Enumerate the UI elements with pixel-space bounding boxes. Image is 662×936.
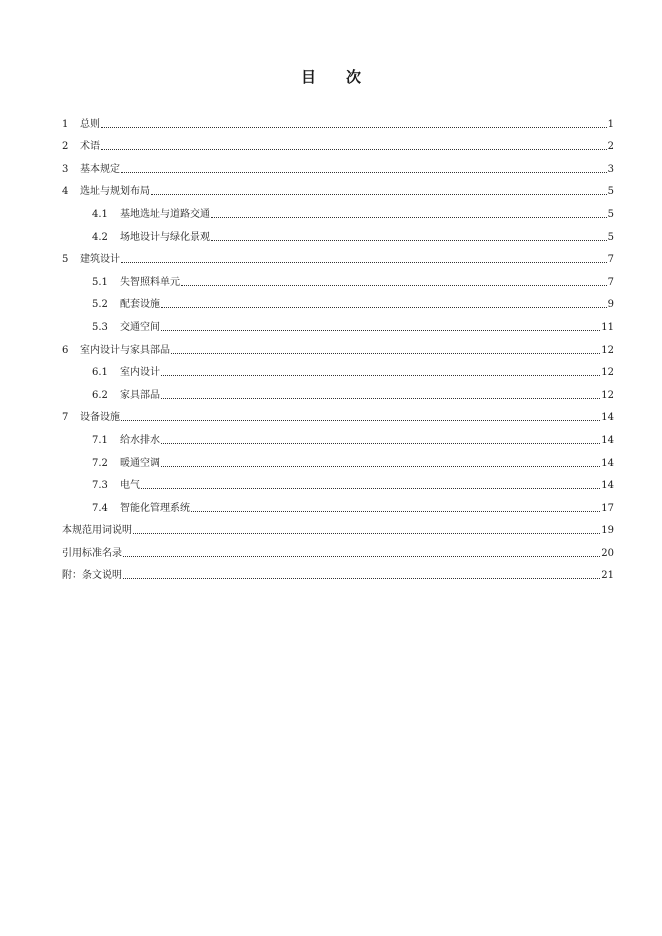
toc-entry-number: 7.3 <box>92 480 108 492</box>
toc-entry-title: 附：条文说明 <box>62 570 122 582</box>
toc-entry-page-number: 5 <box>607 208 614 220</box>
page-title <box>0 66 662 87</box>
toc-entry-number: 3 <box>62 163 69 175</box>
toc-entry-number: 4.1 <box>92 208 108 220</box>
toc-entry-number: 7.2 <box>92 457 108 469</box>
toc-entry-title: 电气 <box>120 480 140 492</box>
toc-entry-title: 术语 <box>80 141 100 153</box>
toc-entry[interactable] <box>62 221 614 244</box>
toc-entry-page-number: 14 <box>601 480 614 492</box>
toc-entry-number: 4 <box>62 186 69 198</box>
toc-entry-page-number: 2 <box>607 141 614 153</box>
toc-entry-title: 选址与规划布局 <box>80 186 150 198</box>
title-part-1: 目 <box>300 68 316 86</box>
toc-dot-leader <box>161 465 600 467</box>
toc-entry[interactable] <box>62 402 614 425</box>
toc-dot-leader <box>123 555 600 557</box>
toc-entry[interactable] <box>62 311 614 334</box>
toc-dot-leader <box>121 261 607 263</box>
toc-entry-title: 基地选址与道路交通 <box>120 208 210 220</box>
toc-entry-page-number: 12 <box>601 367 614 379</box>
toc-entry[interactable] <box>62 334 614 357</box>
toc-entry[interactable] <box>62 492 614 515</box>
toc-entry-title: 交通空间 <box>120 321 160 333</box>
toc-dot-leader <box>133 532 600 534</box>
toc-entry-title: 引用标准名录 <box>62 547 122 559</box>
toc-dot-leader <box>101 126 607 128</box>
toc-entry-title: 室内设计与家具部品 <box>80 344 170 356</box>
toc-entry-page-number: 19 <box>601 525 614 537</box>
toc-entry-title: 建筑设计 <box>80 254 120 266</box>
toc-dot-leader <box>161 374 600 376</box>
toc-entry-number: 5 <box>62 254 69 266</box>
toc-entry-page-number: 14 <box>601 412 614 424</box>
toc-entry-page-number: 14 <box>601 457 614 469</box>
toc-entry-title: 本规范用词说明 <box>62 525 132 537</box>
toc-entry-number: 7.1 <box>92 434 108 446</box>
toc-entry[interactable] <box>62 108 614 131</box>
toc-dot-leader <box>191 510 600 512</box>
toc-dot-leader <box>101 148 607 150</box>
toc-entry-number: 1 <box>62 118 69 130</box>
toc-dot-leader <box>161 397 600 399</box>
toc-entry[interactable] <box>62 379 614 402</box>
toc-entry-page-number: 1 <box>607 118 614 130</box>
toc-entry[interactable] <box>62 176 614 199</box>
toc-entry-title: 基本规定 <box>80 163 120 175</box>
toc-entry-number: 6.1 <box>92 367 108 379</box>
toc-entry-title: 暖通空调 <box>120 457 160 469</box>
toc-entry-number: 7 <box>62 412 69 424</box>
toc-entry-page-number: 17 <box>601 502 614 514</box>
toc-entry[interactable] <box>62 289 614 312</box>
toc-entry[interactable] <box>62 537 614 560</box>
toc-entry-title: 家具部品 <box>120 389 160 401</box>
toc-dot-leader <box>171 352 600 354</box>
toc-entry-title: 设备设施 <box>80 412 120 424</box>
toc-entry-page-number: 7 <box>607 276 614 288</box>
toc-dot-leader <box>211 239 607 241</box>
toc-entry-number: 6.2 <box>92 389 108 401</box>
toc-entry-number: 6 <box>62 344 69 356</box>
toc-dot-leader <box>151 193 607 195</box>
toc-entry-number: 5.3 <box>92 321 108 333</box>
toc-entry[interactable] <box>62 266 614 289</box>
toc-dot-leader <box>181 284 607 286</box>
toc-entry-title: 场地设计与绿化景观 <box>120 231 210 243</box>
toc-entry-title: 室内设计 <box>120 367 160 379</box>
toc-entry-title: 给水排水 <box>120 434 160 446</box>
toc-entry[interactable] <box>62 424 614 447</box>
toc-entry[interactable] <box>62 357 614 380</box>
toc-entry-number: 7.4 <box>92 502 108 514</box>
toc-entry-number: 4.2 <box>92 231 108 243</box>
toc-dot-leader <box>121 419 600 421</box>
toc-entry-title: 失智照料单元 <box>120 276 180 288</box>
toc-entry-page-number: 14 <box>601 434 614 446</box>
toc-entry-page-number: 5 <box>607 231 614 243</box>
toc-dot-leader <box>161 306 607 308</box>
toc-entry-page-number: 12 <box>601 344 614 356</box>
toc-entry[interactable] <box>62 198 614 221</box>
toc-entry-page-number: 5 <box>607 186 614 198</box>
title-part-2: 次 <box>346 68 362 86</box>
toc-entry-number: 5.2 <box>92 299 108 311</box>
toc-entry-title: 配套设施 <box>120 299 160 311</box>
table-of-contents <box>62 108 614 582</box>
toc-entry[interactable] <box>62 131 614 154</box>
toc-entry[interactable] <box>62 153 614 176</box>
toc-entry-page-number: 7 <box>607 254 614 266</box>
toc-entry-number: 2 <box>62 141 69 153</box>
toc-entry[interactable] <box>62 560 614 583</box>
toc-entry-number: 5.1 <box>92 276 108 288</box>
toc-dot-leader <box>161 329 600 331</box>
toc-entry[interactable] <box>62 470 614 493</box>
toc-entry-title: 智能化管理系统 <box>120 502 190 514</box>
toc-entry-page-number: 20 <box>601 547 614 559</box>
toc-entry[interactable] <box>62 515 614 538</box>
toc-dot-leader <box>123 577 600 579</box>
toc-entry-page-number: 3 <box>607 163 614 175</box>
toc-entry[interactable] <box>62 244 614 267</box>
toc-entry-page-number: 12 <box>601 389 614 401</box>
toc-entry-page-number: 21 <box>601 570 614 582</box>
toc-entry-title: 总则 <box>80 118 100 130</box>
toc-entry-page-number: 11 <box>601 321 614 333</box>
toc-entry[interactable] <box>62 447 614 470</box>
toc-dot-leader <box>211 216 607 218</box>
toc-dot-leader <box>161 442 600 444</box>
toc-dot-leader <box>121 171 607 173</box>
toc-dot-leader <box>141 487 600 489</box>
toc-entry-page-number: 9 <box>607 299 614 311</box>
